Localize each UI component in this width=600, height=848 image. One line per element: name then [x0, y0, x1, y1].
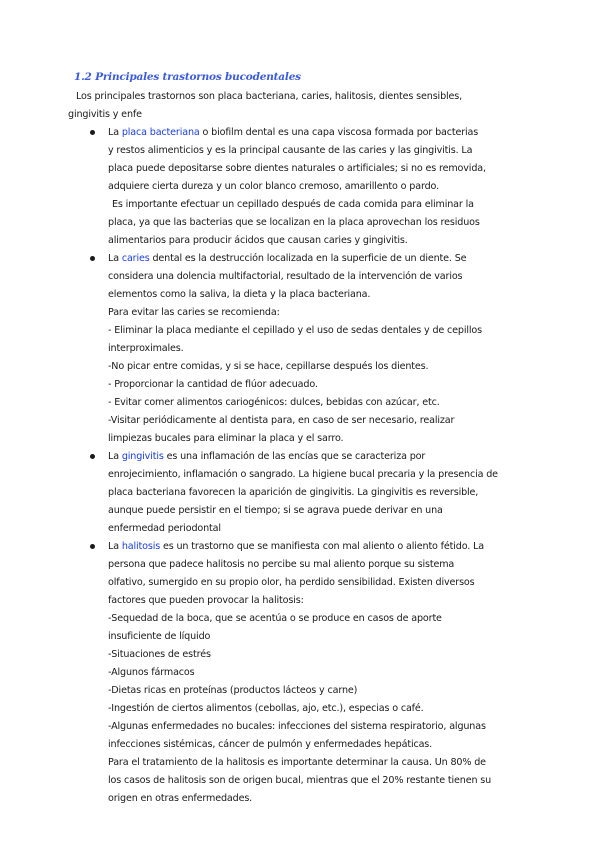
bullet-line: - Proporcionar la cantidad de flúor adecuado. [108, 379, 318, 390]
intro-line: Los principales trastornos son placa bacteriana, caries, halitosis, dientes sensibles, [76, 91, 463, 102]
keyword-caries: caries [121, 253, 150, 264]
bullet-line: Para evitar las caries se recomienda: [108, 307, 280, 318]
bullet-line [108, 538, 530, 556]
bullet-line: - Eliminar la placa mediante el cepillado y el uso de sedas dentales y de cepillos [108, 325, 482, 336]
document-body [68, 88, 530, 808]
bullet-line: Para el tratamiento de la halitosis es importante determinar la causa. Un 80% de [108, 757, 486, 768]
bullet-line [108, 250, 530, 268]
bullet-line: olfativo, sumergido en su propio olor, ha perdido sensibilidad. Existen diversos [108, 577, 475, 588]
keyword-halitosis: halitosis [121, 541, 161, 552]
bullet-line: infecciones sistémicas, cáncer de pulmón y enfermedades hepáticas. [108, 739, 433, 750]
text-run: La [108, 253, 122, 264]
bullet-line: factores que pueden provocar la halitosis: [108, 595, 304, 606]
bullet-line: -Sequedad de la boca, que se acentúa o se produce en casos de aporte [108, 613, 442, 624]
bullet-caries [68, 250, 530, 448]
bullet-dot [90, 544, 95, 549]
bullet-line: Es importante efectuar un cepillado después de cada comida para eliminar la [112, 199, 474, 210]
intro-paragraph-continued [68, 106, 530, 124]
bullet-line: y restos alimenticios y es la principal causante de las caries y las gingivitis. La [108, 145, 473, 156]
bullet-line: -Algunas enfermedades no bucales: infecciones del sistema respiratorio, algunas [108, 721, 486, 732]
bullet-line: interproximales. [108, 343, 184, 354]
bullet-line: - Evitar comer alimentos cariogénicos: dulces, bebidas con azúcar, etc. [108, 397, 440, 408]
bullet-line: -Algunos fármacos [108, 667, 195, 678]
bullet-line: -Dietas ricas en proteínas (productos lácteos y carne) [108, 685, 358, 696]
bullet-line [108, 448, 530, 466]
bullet-line: los casos de halitosis son de origen bucal, mientras que el 20% restante tienen su [108, 775, 492, 786]
bullet-line: adquiere cierta dureza y un color blanco cremoso, amarillento o pardo. [108, 181, 439, 192]
bullet-dot [90, 454, 95, 459]
bullet-line: -Visitar periódicamente al dentista para, en caso de ser necesario, realizar [108, 415, 455, 426]
bullet-line: persona que padece halitosis no percibe su mal aliento porque su sistema [108, 559, 455, 570]
bullet-line [108, 124, 530, 142]
bullet-line: limpiezas bucales para eliminar la placa y el sarro. [108, 433, 344, 444]
text-run: La [108, 541, 122, 552]
bullet-line: -No picar entre comidas, y si se hace, cepillarse después los dientes. [108, 361, 429, 372]
section-title: 1.2 Principales trastornos bucodentales [74, 71, 301, 83]
bullet-line: -Situaciones de estrés [108, 649, 211, 660]
text-run: La [108, 451, 122, 462]
bullet-line: considera una dolencia multifactorial, resultado de la intervención de varios [108, 271, 463, 282]
bullet-placa-bacteriana [68, 124, 530, 250]
text-run: dental es la destrucción localizada en la superficie de un diente. Se [149, 253, 467, 264]
text-run: es una inflamación de las encías que se caracteriza por [163, 451, 426, 462]
text-run: o biofilm dental es una capa viscosa formada por bacterias [199, 127, 479, 138]
bullet-gingivitis [68, 448, 530, 538]
keyword-placa: placa bacteriana [121, 127, 200, 138]
bullet-line: origen en otras enfermedades. [108, 793, 253, 804]
bullet-line: enrojecimiento, inflamación o sangrado. La higiene bucal precaria y la presencia de [108, 469, 498, 480]
bullet-halitosis [68, 538, 530, 808]
bullet-line: enfermedad periodontal [108, 523, 221, 534]
bullet-line: elementos como la saliva, la dieta y la placa bacteriana. [108, 289, 371, 300]
bullet-line: insuficiente de líquido [108, 631, 211, 642]
bullet-line: placa, ya que las bacterias que se localizan en la placa aprovechan los residuos [108, 217, 480, 228]
text-run: La [108, 127, 122, 138]
bullet-line: aunque puede persistir en el tiempo; si se agrava puede derivar en una [108, 505, 443, 516]
bullet-line: alimentarios para producir ácidos que causan caries y gingivitis. [108, 235, 408, 246]
bullet-dot [90, 130, 95, 135]
keyword-gingivitis: gingivitis [121, 451, 164, 462]
bullet-line: placa puede depositarse sobre dientes naturales o artificiales; si no es removida, [108, 163, 486, 174]
text-run: es un trastorno que se manifiesta con mal aliento o aliento fétido. La [160, 541, 484, 552]
intro-line: gingivitis y enfe [68, 109, 142, 120]
bullet-line: -Ingestión de ciertos alimentos (cebollas, ajo, etc.), especias o café. [108, 703, 424, 714]
bullet-dot [90, 256, 95, 261]
bullet-line: placa bacteriana favorecen la aparición de gingivitis. La gingivitis es reversible, [108, 487, 479, 498]
intro-paragraph [68, 88, 530, 106]
